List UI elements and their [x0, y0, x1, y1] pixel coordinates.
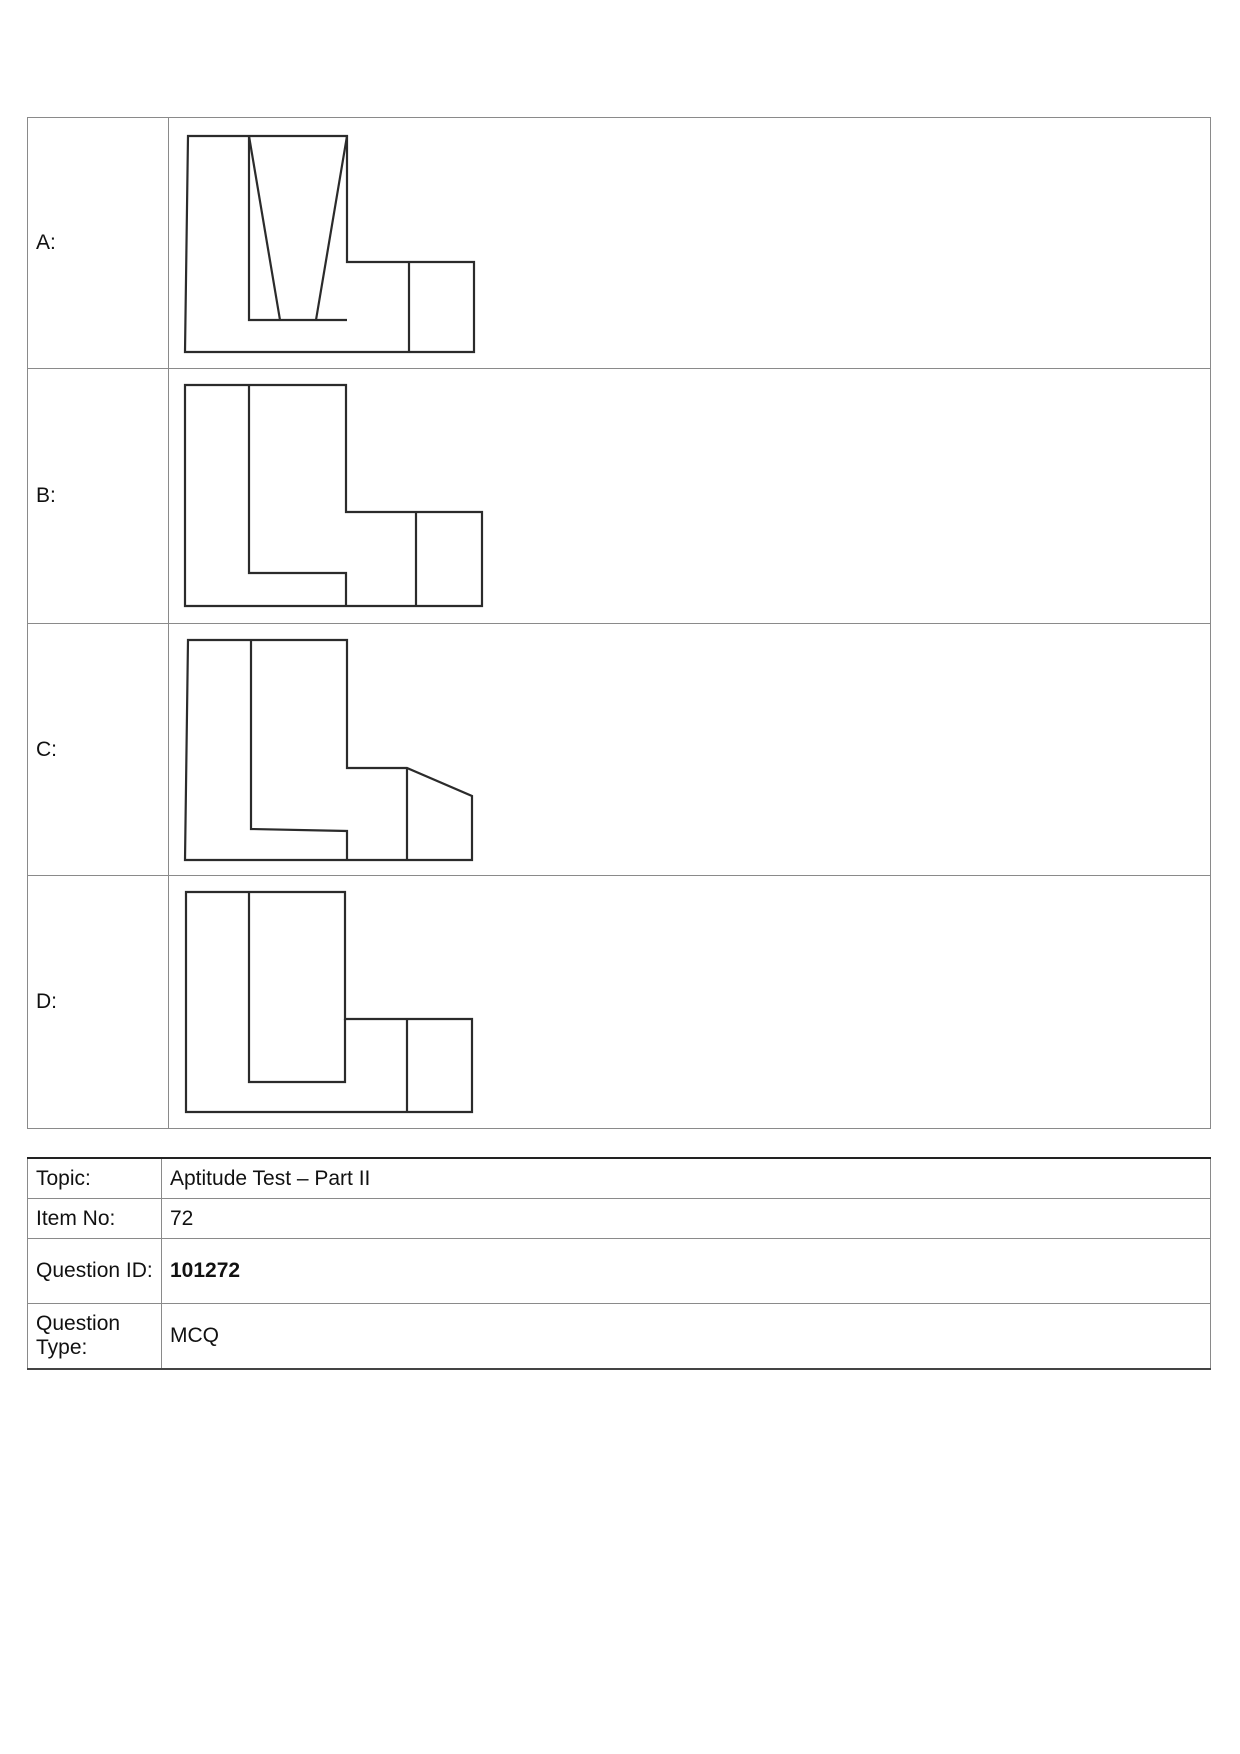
outer-outline [186, 892, 472, 1112]
option-a-drawing [169, 118, 769, 368]
meta-row-question-id [28, 1239, 1211, 1304]
taper-left [249, 136, 280, 320]
option-figure-cell [169, 369, 1211, 624]
option-figure-cell [169, 624, 1211, 876]
meta-row-item [28, 1199, 1211, 1239]
option-label: C: [28, 624, 169, 876]
question-id-value: 101272 [162, 1239, 1211, 1304]
option-figure-cell [169, 118, 1211, 369]
option-label: A: [28, 118, 169, 369]
item-label: Item No: [28, 1199, 162, 1239]
meta-row-question-type [28, 1304, 1211, 1370]
option-row-c[interactable] [28, 624, 1211, 876]
answer-options-table [27, 117, 1211, 1129]
option-b-drawing [169, 369, 769, 623]
option-figure-cell [169, 876, 1211, 1129]
meta-row-topic [28, 1158, 1211, 1199]
topic-label: Topic: [28, 1158, 162, 1199]
option-label: B: [28, 369, 169, 624]
item-value: 72 [162, 1199, 1211, 1239]
option-row-a[interactable] [28, 118, 1211, 369]
option-row-d[interactable] [28, 876, 1211, 1129]
option-d-drawing [169, 876, 769, 1128]
question-type-value: MCQ [162, 1304, 1211, 1370]
inner-slot [249, 385, 346, 606]
taper-right [316, 136, 347, 320]
option-c-drawing [169, 624, 769, 875]
inner-slot [251, 640, 347, 860]
option-row-b[interactable] [28, 369, 1211, 624]
question-meta-table [27, 1157, 1211, 1370]
outer-outline [185, 640, 472, 860]
option-label: D: [28, 876, 169, 1129]
question-type-label: Question Type: [28, 1304, 162, 1370]
inner-slot [249, 892, 345, 1082]
question-id-label: Question ID: [28, 1239, 162, 1304]
topic-value: Aptitude Test – Part II [162, 1158, 1211, 1199]
